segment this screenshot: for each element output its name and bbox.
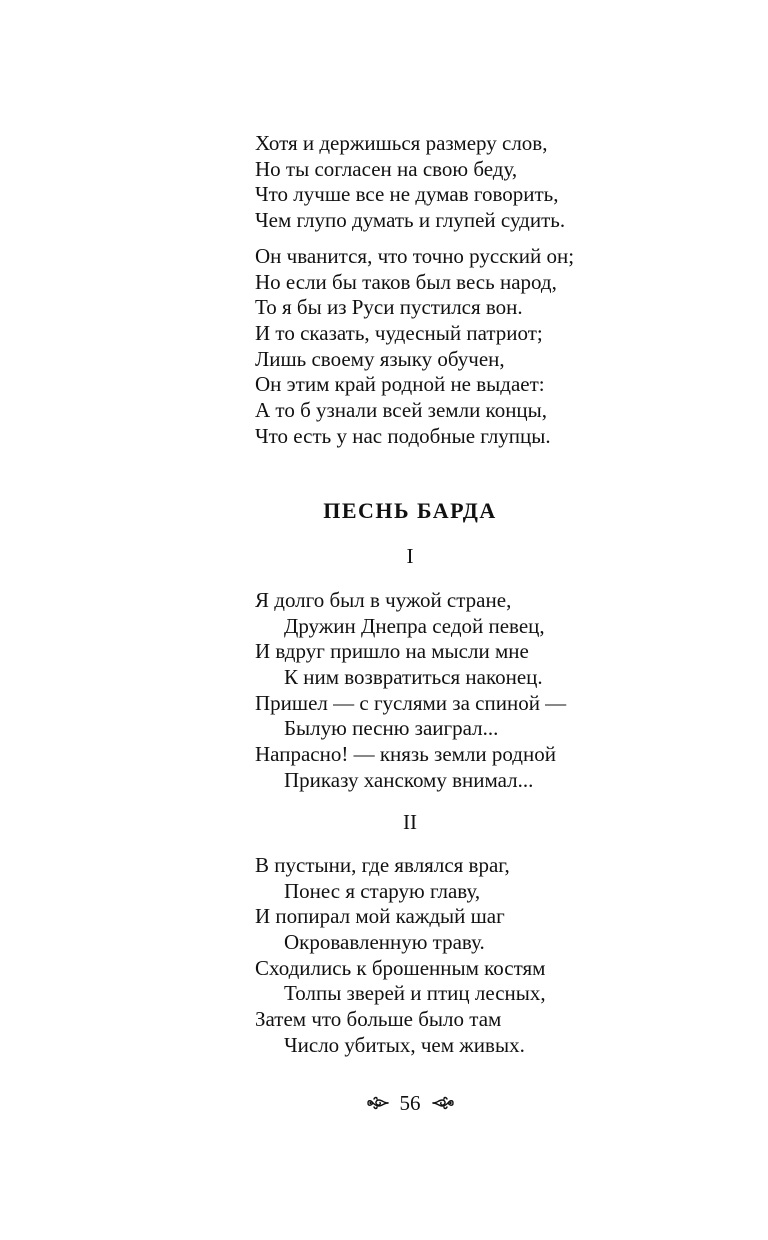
verse-line: Что есть у нас подобные глупцы. — [255, 423, 551, 448]
stanza-top-2 — [255, 244, 675, 450]
verse-line: Затем что больше было там — [255, 1007, 502, 1032]
verse-line: Он этим край родной не выдает: — [255, 372, 545, 397]
verse-line: Он чванится, что точно русский он; — [255, 244, 575, 268]
page-number: 56 — [399, 1091, 421, 1115]
verse-line: Хотя и держишься размеру слов, — [255, 131, 548, 155]
section-number: I — [406, 544, 414, 568]
verse-line: Напрасно! — князь земли родной — [255, 742, 556, 767]
verse-line: Что лучше все не думав говорить, — [255, 182, 559, 207]
verse-line-indented: К ним возвратиться наконец. — [284, 665, 543, 690]
verse-line: Но если бы таков был весь народ, — [255, 269, 557, 294]
verse-line: То я бы из Руси пустился вон. — [255, 295, 523, 320]
verse-line: И вдруг пришло на мысли мне — [255, 639, 529, 664]
verse-line: И попирал мой каждый шаг — [255, 904, 505, 929]
verse-line: Сходились к брошенным костям — [255, 955, 546, 980]
verse-line: И то сказать, чудесный патриот; — [255, 321, 543, 346]
verse-line-indented: Приказу ханскому внимал... — [284, 767, 534, 792]
verse-line: В пустыни, где являлся враг, — [255, 853, 510, 877]
stanza-top-1 — [255, 131, 675, 234]
poem-section-1 — [255, 588, 675, 794]
poem-title: ПЕСНЬ БАРДА — [323, 498, 497, 523]
verse-line-indented: Толпы зверей и птиц лесных, — [284, 981, 546, 1006]
verse-line: Чем глупо думать и глупей судить. — [255, 208, 566, 233]
verse-line-indented: Дружин Днепра седой певец, — [284, 613, 545, 638]
verse-line: Пришел — с гуслями за спиной — — [255, 690, 567, 715]
verse-line: Я долго был в чужой стране, — [255, 588, 512, 612]
verse-line: Лишь своему языку обучен, — [255, 346, 505, 371]
verse-line-indented: Понес я старую главу, — [284, 878, 481, 903]
verse-line-indented: Былую песню заиграл... — [284, 716, 499, 741]
section-number: II — [403, 810, 417, 834]
verse-line-indented: Окровавленную траву. — [284, 930, 485, 955]
verse-line: А то б узнали всей земли концы, — [255, 398, 548, 423]
verse-line: Но ты согласен на свою беду, — [255, 156, 518, 181]
fleuron-right-icon — [431, 1094, 455, 1112]
fleuron-left-icon — [366, 1094, 390, 1112]
poem-section-2 — [255, 853, 675, 1059]
page-footer — [0, 1088, 768, 1118]
verse-line-indented: Число убитых, чем живых. — [284, 1032, 525, 1057]
